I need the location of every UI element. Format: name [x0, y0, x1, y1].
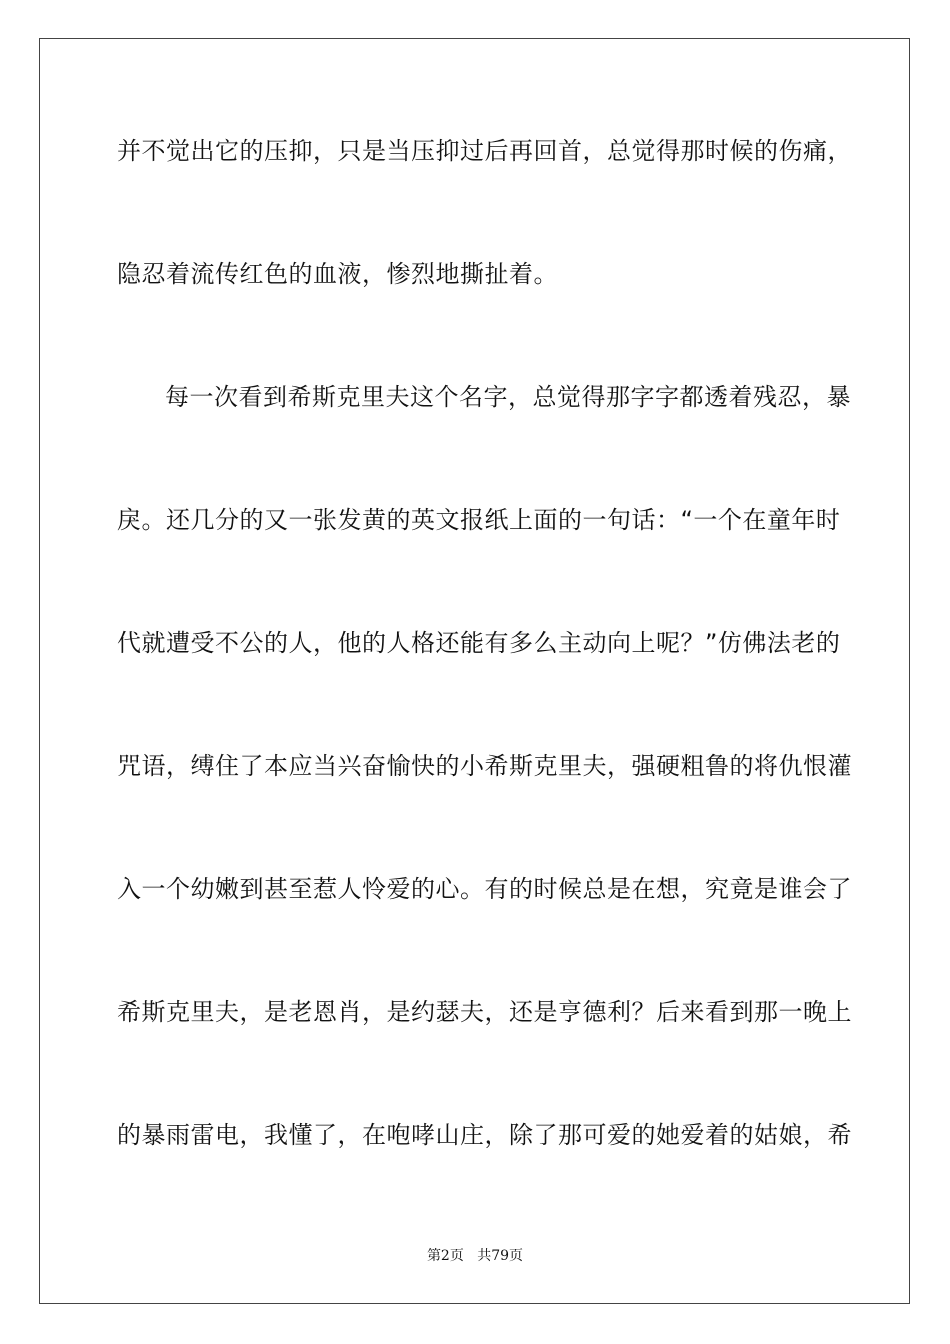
text-line: 并不觉出它的压抑，只是当压抑过后再回首，总觉得那时候的伤痛，: [117, 137, 852, 165]
text-line: 隐忍着流传红色的血液，惨烈地撕扯着。: [117, 260, 558, 288]
text-line: 入一个幼嫩到甚至惹人怜爱的心。有的时候总是在想，究竟是谁会了: [117, 875, 852, 903]
text-line: 希斯克里夫，是老恩肖，是约瑟夫，还是亨德利？后来看到那一晚上: [117, 998, 852, 1026]
page-border: [39, 38, 910, 1304]
text-line: 每一次看到希斯克里夫这个名字，总觉得那字字都透着残忍，暴: [165, 383, 851, 411]
text-line: 戾。还几分的又一张发黄的英文报纸上面的一句话：“一个在童年时: [117, 506, 841, 534]
total-pages: 共79页: [477, 1248, 524, 1264]
text-line: 代就遭受不公的人，他的人格还能有多么主动向上呢？”仿佛法老的: [117, 629, 841, 657]
page-footer: [0, 1246, 950, 1266]
page-number: 第2页: [426, 1248, 464, 1264]
text-line: 的暴雨雷电，我懂了，在咆哮山庄，除了那可爱的她爱着的姑娘，希: [117, 1121, 852, 1149]
text-line: 咒语，缚住了本应当兴奋愉快的小希斯克里夫，强硬粗鲁的将仇恨灌: [117, 752, 852, 780]
